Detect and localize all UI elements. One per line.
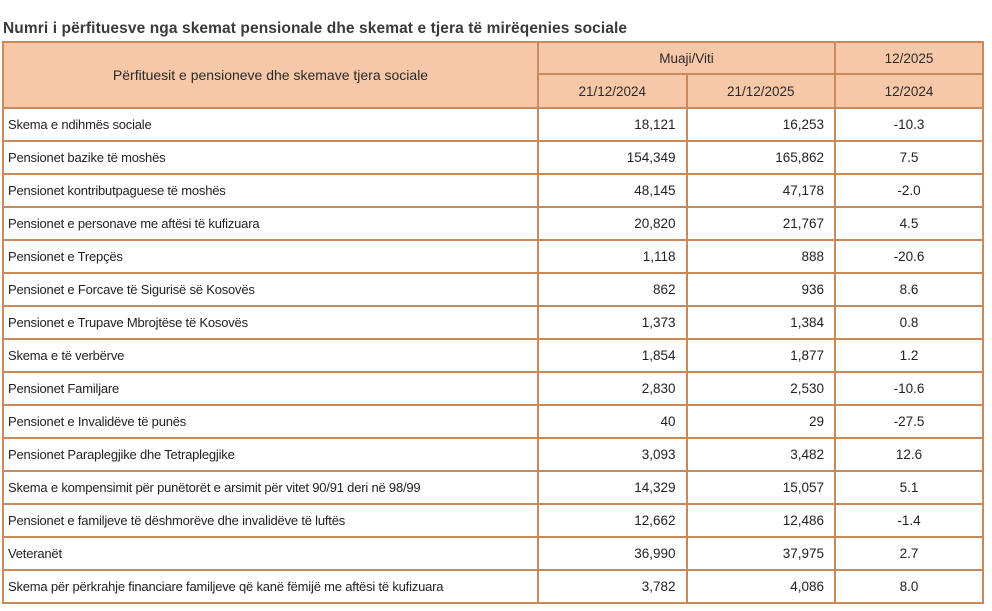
- row-label: Pensionet e familjeve të dëshmorëve dhe invalidëve të luftës: [3, 504, 538, 537]
- value-2024: 18,121: [538, 108, 687, 141]
- value-2024: 12,662: [538, 504, 687, 537]
- row-label: Pensionet Familjare: [3, 372, 538, 405]
- value-2024: 2,830: [538, 372, 687, 405]
- value-2025: 37,975: [687, 537, 836, 570]
- table-row: [3, 306, 983, 339]
- value-2025: 888: [687, 240, 836, 273]
- row-label: Veteranët: [3, 537, 538, 570]
- value-2025: 1,877: [687, 339, 836, 372]
- change-percent: 5.1: [835, 471, 983, 504]
- table-row: [3, 537, 983, 570]
- header-period-group: Muaji/Viti: [538, 42, 835, 74]
- value-2024: 3,093: [538, 438, 687, 471]
- value-2024: 1,373: [538, 306, 687, 339]
- change-percent: 1.2: [835, 339, 983, 372]
- change-percent: -10.3: [835, 108, 983, 141]
- change-percent: 7.5: [835, 141, 983, 174]
- table-row: [3, 108, 983, 141]
- table-row: [3, 207, 983, 240]
- value-2024: 14,329: [538, 471, 687, 504]
- row-label: Pensionet kontributpaguese të moshës: [3, 174, 538, 207]
- table-row: [3, 339, 983, 372]
- row-label: Skema për përkrahje financiare familjeve që kanë fëmijë me aftësi të kufizuara: [3, 570, 538, 603]
- value-2025: 15,057: [687, 471, 836, 504]
- row-label: Skema e ndihmës sociale: [3, 108, 538, 141]
- table-row: [3, 141, 983, 174]
- change-percent: -2.0: [835, 174, 983, 207]
- value-2025: 21,767: [687, 207, 836, 240]
- header-date-2025: 21/12/2025: [687, 74, 836, 108]
- value-2024: 40: [538, 405, 687, 438]
- table-row: [3, 273, 983, 306]
- header-change-top: 12/2025: [835, 42, 983, 74]
- table-row: [3, 372, 983, 405]
- value-2024: 3,782: [538, 570, 687, 603]
- change-percent: 0.8: [835, 306, 983, 339]
- row-label: Pensionet bazike të moshës: [3, 141, 538, 174]
- change-percent: 8.6: [835, 273, 983, 306]
- change-percent: 8.0: [835, 570, 983, 603]
- beneficiaries-table: [2, 41, 984, 604]
- value-2025: 165,862: [687, 141, 836, 174]
- row-label: Pensionet Paraplegjike dhe Tetraplegjike: [3, 438, 538, 471]
- value-2025: 2,530: [687, 372, 836, 405]
- table-row: [3, 405, 983, 438]
- header-date-2024: 21/12/2024: [538, 74, 687, 108]
- row-label: Pensionet e Forcave të Sigurisë së Kosovës: [3, 273, 538, 306]
- value-2025: 3,482: [687, 438, 836, 471]
- change-percent: -27.5: [835, 405, 983, 438]
- value-2025: 47,178: [687, 174, 836, 207]
- row-label: Skema e të verbërve: [3, 339, 538, 372]
- change-percent: -20.6: [835, 240, 983, 273]
- table-row: [3, 174, 983, 207]
- header-category: Përfituesit e pensioneve dhe skemave tjera sociale: [3, 42, 538, 108]
- header-row-1: [3, 42, 983, 74]
- row-label: Pensionet e Trupave Mbrojtëse të Kosovës: [3, 306, 538, 339]
- value-2024: 20,820: [538, 207, 687, 240]
- table-row: [3, 570, 983, 603]
- change-percent: 4.5: [835, 207, 983, 240]
- value-2025: 936: [687, 273, 836, 306]
- value-2025: 4,086: [687, 570, 836, 603]
- value-2025: 29: [687, 405, 836, 438]
- value-2025: 1,384: [687, 306, 836, 339]
- table-row: [3, 438, 983, 471]
- row-label: Pensionet e Trepçës: [3, 240, 538, 273]
- table-title: Numri i përfituesve nga skemat pensionale dhe skemat e tjera të mirëqenies sociale: [3, 20, 628, 37]
- table-row: [3, 240, 983, 273]
- value-2024: 1,854: [538, 339, 687, 372]
- value-2024: 36,990: [538, 537, 687, 570]
- table-row: [3, 471, 983, 504]
- change-percent: 12.6: [835, 438, 983, 471]
- row-label: Pensionet e personave me aftësi të kufizuara: [3, 207, 538, 240]
- value-2025: 16,253: [687, 108, 836, 141]
- row-label: Skema e kompensimit për punëtorët e arsimit për vitet 90/91 deri në 98/99: [3, 471, 538, 504]
- change-percent: -1.4: [835, 504, 983, 537]
- table-row: [3, 504, 983, 537]
- value-2024: 862: [538, 273, 687, 306]
- value-2024: 48,145: [538, 174, 687, 207]
- header-change-bottom: 12/2024: [835, 74, 983, 108]
- value-2024: 1,118: [538, 240, 687, 273]
- table-body: [3, 108, 983, 603]
- row-label: Pensionet e Invalidëve të punës: [3, 405, 538, 438]
- change-percent: 2.7: [835, 537, 983, 570]
- value-2024: 154,349: [538, 141, 687, 174]
- value-2025: 12,486: [687, 504, 836, 537]
- change-percent: -10.6: [835, 372, 983, 405]
